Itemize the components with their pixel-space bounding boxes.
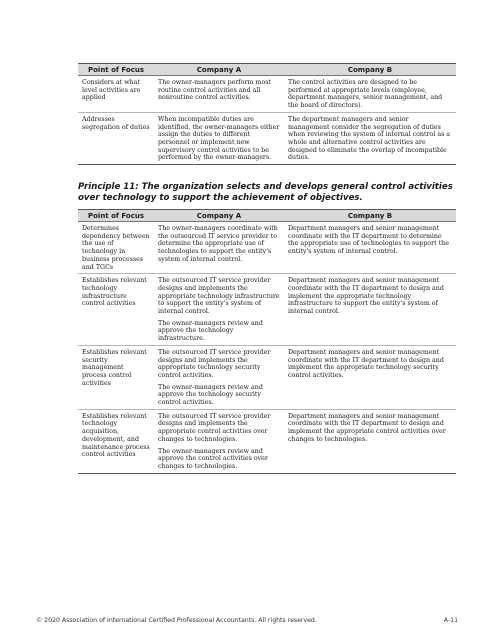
table-header-row	[78, 210, 456, 222]
company-a-paragraph: The owner-managers perform most routine control activities and all nonroutine control activities.	[158, 79, 272, 102]
company-b-cell	[284, 409, 456, 473]
company-b-cell	[284, 345, 456, 409]
company-b-paragraph: Department managers and senior management coordinate with the IT department to design and implement the appropriate technology security control activities.	[288, 348, 444, 379]
table-row	[78, 409, 456, 473]
company-a-cell	[154, 409, 284, 473]
copyright-text: © 2020 Association of International Certified Professional Accountants. All rights reserved.	[36, 617, 317, 624]
point-of-focus-cell: Establishes relevant technology infrastructure control activities	[78, 274, 154, 346]
company-a-cell	[154, 76, 284, 113]
table-row	[78, 345, 456, 409]
table-row	[78, 112, 456, 164]
point-of-focus-cell: Determines dependency between the use of technology in business processes and TGCs	[82, 225, 150, 271]
company-a-paragraph: The outsourced IT service provider designs and implements the appropriate technology security control activities.	[158, 348, 271, 379]
company-a-paragraph: When incompatible duties are identified, the owner-managers either assign the duties to different personnel or implement new supervisory control activities to be performed by the owner-managers.	[158, 115, 280, 162]
company-b-paragraph: Department managers and senior management coordinate with the IT department to determine the appropriate use of technologies to support the entity's system of internal control.	[288, 225, 449, 256]
principle-heading: Principle 11: The organization selects and develops general control activities over technology to support the achievement of objectives.	[78, 182, 453, 203]
company-a-paragraph: The owner-managers review and approve the control activities over changes to technologies.	[158, 447, 268, 470]
company-b-paragraph: Department managers and senior management coordinate with the IT department to design and implement the appropriate technology infrastructure to support the entity's system of internal control.	[288, 277, 444, 316]
points-of-focus-table-2	[78, 209, 456, 474]
header-company-a: Company A	[154, 210, 284, 222]
company-b-paragraph: The control activities are designed to be performed at appropriate levels (employee, department managers, senior management, and the board of directors).	[288, 79, 443, 110]
company-a-cell	[154, 112, 284, 164]
page-footer	[36, 617, 458, 624]
table-header-row	[78, 64, 456, 76]
company-b-cell	[284, 222, 456, 274]
points-of-focus-table-1	[78, 63, 456, 165]
company-a-paragraph: The outsourced IT service provider designs and implements the appropriate technology infrastructure to support the entity's system of internal control.	[158, 277, 280, 316]
company-a-paragraph: The owner-managers coordinate with the outsourced IT service provider to determine the appropriate use of technologies to support the entity's system of internal control.	[158, 225, 278, 263]
point-of-focus-cell: Addresses segregation of duties	[78, 112, 154, 164]
point-of-focus-cell: Considers at what level activities are applied	[82, 79, 141, 102]
company-b-paragraph: Department managers and senior management coordinate with the IT department to design and implement the appropriate control activities over changes to technologies.	[288, 412, 446, 443]
table-row	[78, 274, 456, 346]
table-row	[78, 76, 456, 113]
header-company-b: Company B	[284, 64, 456, 76]
header-point-of-focus: Point of Focus	[78, 64, 154, 76]
company-b-paragraph: The department managers and senior management consider the segregation of duties when reviewing the system of internal control as a whole and alternative control activities are designed to eliminate the overlap of incompatible duties.	[288, 115, 451, 162]
point-of-focus-cell: Establishes relevant security management process control activities	[78, 345, 154, 409]
company-b-cell	[284, 76, 456, 113]
company-a-cell	[154, 222, 284, 274]
header-point-of-focus: Point of Focus	[78, 210, 154, 222]
header-company-b: Company B	[284, 210, 456, 222]
company-a-paragraph: The owner-managers review and approve the technology infrastructure.	[158, 319, 263, 343]
company-a-cell	[154, 345, 284, 409]
company-b-cell	[284, 274, 456, 346]
header-company-a: Company A	[154, 64, 284, 76]
point-of-focus-cell: Establishes relevant technology acquisition, development, and maintenance process control activities	[78, 409, 154, 473]
company-a-paragraph: The owner-managers review and approve the technology security control activities.	[158, 383, 263, 407]
page-number: A-11	[443, 617, 458, 624]
company-a-cell	[154, 274, 284, 346]
company-a-paragraph: The outsourced IT service provider designs and implements the appropriate control activities over changes to technologies.	[158, 412, 271, 443]
table-row	[78, 222, 456, 274]
company-b-cell	[284, 112, 456, 164]
